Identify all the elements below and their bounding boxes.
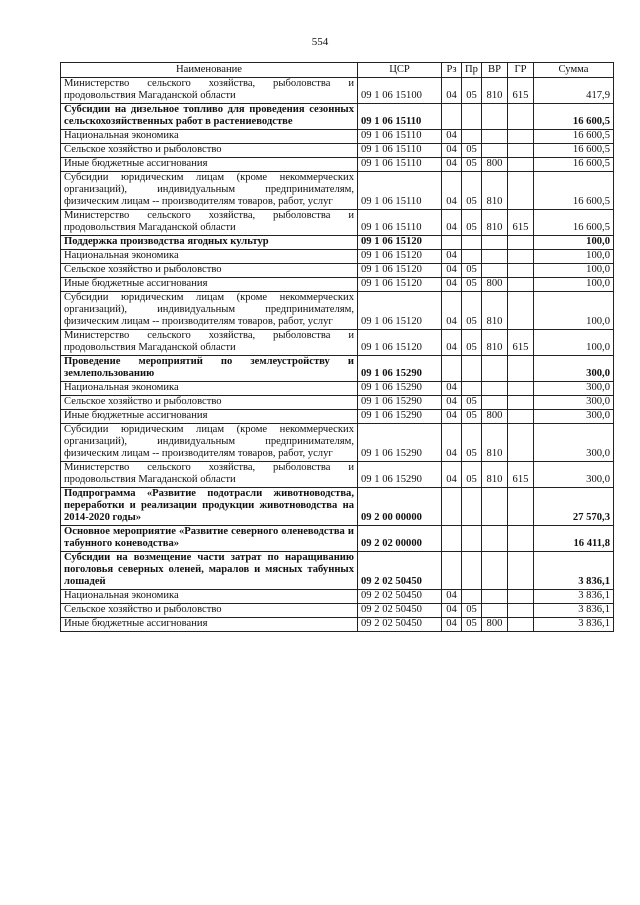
cell-vr: [482, 487, 508, 525]
cell-gr: [508, 551, 534, 589]
cell-rz: 04: [442, 143, 462, 157]
cell-name: Национальная экономика: [61, 249, 358, 263]
cell-vr: [482, 129, 508, 143]
cell-gr: 615: [508, 78, 534, 104]
cell-name: Субсидии юридическим лицам (кроме некоммерческих организаций), индивидуальным предпринимателям, физическим лицам -- производителям товаров, работ, услуг: [61, 423, 358, 461]
table-row: [61, 235, 614, 249]
cell-vr: [482, 143, 508, 157]
cell-pr: [462, 487, 482, 525]
cell-rz: 04: [442, 171, 462, 209]
cell-sum: 100,0: [534, 291, 614, 329]
cell-name: Сельское хозяйство и рыболовство: [61, 603, 358, 617]
cell-pr: [462, 235, 482, 249]
table-row: [61, 129, 614, 143]
header-name: Наименование: [61, 63, 358, 78]
cell-pr: 05: [462, 603, 482, 617]
cell-gr: [508, 157, 534, 171]
cell-sum: 300,0: [534, 409, 614, 423]
cell-name: Национальная экономика: [61, 381, 358, 395]
header-row: [61, 63, 614, 78]
cell-gr: [508, 589, 534, 603]
cell-csr: 09 2 00 00000: [358, 487, 442, 525]
cell-vr: 810: [482, 171, 508, 209]
cell-gr: 615: [508, 329, 534, 355]
table-row: [61, 487, 614, 525]
cell-name: Субсидии на возмещение части затрат по наращиванию поголовья северных оленей, маралов и мясных табунных лошадей: [61, 551, 358, 589]
cell-sum: 16 600,5: [534, 143, 614, 157]
table-row: [61, 603, 614, 617]
cell-pr: [462, 381, 482, 395]
cell-vr: 810: [482, 461, 508, 487]
cell-name: Основное мероприятие «Развитие северного оленеводства и табунного коневодства»: [61, 525, 358, 551]
table-row: [61, 461, 614, 487]
cell-pr: 05: [462, 78, 482, 104]
cell-csr: 09 1 06 15120: [358, 263, 442, 277]
cell-csr: 09 1 06 15120: [358, 329, 442, 355]
cell-rz: 04: [442, 589, 462, 603]
cell-pr: 05: [462, 423, 482, 461]
cell-gr: [508, 409, 534, 423]
cell-pr: 05: [462, 263, 482, 277]
cell-csr: 09 1 06 15120: [358, 235, 442, 249]
cell-rz: 04: [442, 603, 462, 617]
cell-rz: 04: [442, 209, 462, 235]
cell-sum: 3 836,1: [534, 603, 614, 617]
cell-sum: 100,0: [534, 263, 614, 277]
table-body: [61, 78, 614, 632]
cell-rz: [442, 103, 462, 129]
cell-pr: 05: [462, 329, 482, 355]
cell-sum: 100,0: [534, 329, 614, 355]
cell-sum: 16 600,5: [534, 103, 614, 129]
cell-vr: [482, 263, 508, 277]
cell-gr: [508, 129, 534, 143]
cell-rz: [442, 235, 462, 249]
cell-sum: 100,0: [534, 249, 614, 263]
cell-name: Министерство сельского хозяйства, рыболовства и продовольствия Магаданской области: [61, 209, 358, 235]
cell-rz: 04: [442, 329, 462, 355]
cell-name: Иные бюджетные ассигнования: [61, 277, 358, 291]
table-row: [61, 589, 614, 603]
cell-pr: 05: [462, 171, 482, 209]
cell-pr: 05: [462, 209, 482, 235]
cell-csr: 09 2 02 50450: [358, 589, 442, 603]
table-row: [61, 209, 614, 235]
cell-gr: [508, 487, 534, 525]
cell-name: Министерство сельского хозяйства, рыболовства и продовольствия Магаданской области: [61, 461, 358, 487]
cell-pr: [462, 525, 482, 551]
cell-rz: 04: [442, 617, 462, 631]
table-row: [61, 249, 614, 263]
header-vr: ВР: [482, 63, 508, 78]
cell-name: Субсидии юридическим лицам (кроме некоммерческих организаций), индивидуальным предпринимателям, физическим лицам -- производителям товаров, работ, услуг: [61, 171, 358, 209]
cell-pr: [462, 129, 482, 143]
cell-name: Субсидии юридическим лицам (кроме некоммерческих организаций), индивидуальным предпринимателям, физическим лицам -- производителям товаров, работ, услуг: [61, 291, 358, 329]
cell-pr: [462, 589, 482, 603]
table-row: [61, 329, 614, 355]
cell-sum: 3 836,1: [534, 551, 614, 589]
cell-vr: [482, 551, 508, 589]
cell-pr: 05: [462, 617, 482, 631]
cell-rz: [442, 487, 462, 525]
cell-gr: [508, 277, 534, 291]
cell-pr: [462, 103, 482, 129]
cell-pr: 05: [462, 291, 482, 329]
cell-vr: [482, 103, 508, 129]
cell-gr: [508, 355, 534, 381]
cell-rz: 04: [442, 249, 462, 263]
cell-vr: [482, 603, 508, 617]
table-row: [61, 78, 614, 104]
cell-sum: 300,0: [534, 395, 614, 409]
table-row: [61, 355, 614, 381]
table-row: [61, 277, 614, 291]
cell-csr: 09 1 06 15100: [358, 78, 442, 104]
cell-csr: 09 1 06 15290: [358, 355, 442, 381]
cell-gr: [508, 381, 534, 395]
cell-pr: [462, 355, 482, 381]
cell-csr: 09 2 02 50450: [358, 603, 442, 617]
cell-csr: 09 2 02 00000: [358, 525, 442, 551]
cell-vr: [482, 355, 508, 381]
cell-vr: 800: [482, 409, 508, 423]
cell-sum: 300,0: [534, 381, 614, 395]
cell-rz: 04: [442, 263, 462, 277]
cell-pr: 05: [462, 409, 482, 423]
cell-vr: 800: [482, 157, 508, 171]
cell-rz: 04: [442, 78, 462, 104]
cell-sum: 16 600,5: [534, 171, 614, 209]
cell-pr: 05: [462, 157, 482, 171]
cell-gr: [508, 171, 534, 209]
cell-pr: 05: [462, 395, 482, 409]
cell-gr: [508, 263, 534, 277]
cell-vr: [482, 395, 508, 409]
table-row: [61, 395, 614, 409]
cell-csr: 09 1 06 15290: [358, 461, 442, 487]
table-row: [61, 263, 614, 277]
cell-gr: [508, 395, 534, 409]
cell-rz: 04: [442, 381, 462, 395]
table-row: [61, 291, 614, 329]
table-row: [61, 171, 614, 209]
cell-sum: 100,0: [534, 235, 614, 249]
cell-csr: 09 1 06 15110: [358, 103, 442, 129]
table-row: [61, 617, 614, 631]
cell-csr: 09 1 06 15110: [358, 209, 442, 235]
cell-gr: [508, 525, 534, 551]
cell-rz: [442, 551, 462, 589]
cell-rz: [442, 355, 462, 381]
cell-csr: 09 1 06 15110: [358, 157, 442, 171]
cell-csr: 09 1 06 15110: [358, 171, 442, 209]
cell-pr: 05: [462, 277, 482, 291]
cell-gr: [508, 603, 534, 617]
cell-gr: [508, 291, 534, 329]
cell-csr: 09 1 06 15290: [358, 423, 442, 461]
cell-rz: 04: [442, 461, 462, 487]
cell-rz: 04: [442, 157, 462, 171]
cell-vr: 800: [482, 277, 508, 291]
cell-sum: 16 411,8: [534, 525, 614, 551]
header-csr: ЦСР: [358, 63, 442, 78]
cell-vr: 810: [482, 291, 508, 329]
cell-name: Поддержка производства ягодных культур: [61, 235, 358, 249]
cell-rz: 04: [442, 409, 462, 423]
cell-csr: 09 1 06 15120: [358, 277, 442, 291]
cell-gr: [508, 617, 534, 631]
cell-name: Национальная экономика: [61, 589, 358, 603]
cell-sum: 3 836,1: [534, 617, 614, 631]
cell-csr: 09 1 06 15290: [358, 409, 442, 423]
table-row: [61, 525, 614, 551]
cell-csr: 09 1 06 15120: [358, 291, 442, 329]
table-row: [61, 423, 614, 461]
cell-vr: [482, 589, 508, 603]
cell-name: Иные бюджетные ассигнования: [61, 617, 358, 631]
cell-name: Сельское хозяйство и рыболовство: [61, 263, 358, 277]
cell-vr: [482, 381, 508, 395]
cell-sum: 300,0: [534, 423, 614, 461]
table-row: [61, 143, 614, 157]
cell-vr: [482, 525, 508, 551]
cell-gr: [508, 235, 534, 249]
table-row: [61, 103, 614, 129]
cell-rz: 04: [442, 129, 462, 143]
header-pr: Пр: [462, 63, 482, 78]
cell-rz: 04: [442, 277, 462, 291]
cell-vr: 810: [482, 423, 508, 461]
cell-csr: 09 2 02 50450: [358, 551, 442, 589]
cell-rz: 04: [442, 291, 462, 329]
cell-sum: 3 836,1: [534, 589, 614, 603]
cell-sum: 300,0: [534, 355, 614, 381]
cell-vr: [482, 235, 508, 249]
table-row: [61, 157, 614, 171]
budget-table: [60, 62, 614, 632]
cell-sum: 16 600,5: [534, 209, 614, 235]
cell-rz: 04: [442, 395, 462, 409]
table-row: [61, 409, 614, 423]
cell-csr: 09 1 06 15120: [358, 249, 442, 263]
cell-gr: 615: [508, 461, 534, 487]
cell-gr: 615: [508, 209, 534, 235]
cell-vr: 810: [482, 329, 508, 355]
cell-csr: 09 1 06 15290: [358, 381, 442, 395]
cell-name: Сельское хозяйство и рыболовство: [61, 143, 358, 157]
cell-csr: 09 1 06 15290: [358, 395, 442, 409]
header-sum: Сумма: [534, 63, 614, 78]
cell-sum: 300,0: [534, 461, 614, 487]
cell-vr: [482, 249, 508, 263]
cell-sum: 16 600,5: [534, 157, 614, 171]
cell-pr: 05: [462, 143, 482, 157]
cell-sum: 16 600,5: [534, 129, 614, 143]
cell-gr: [508, 423, 534, 461]
cell-sum: 27 570,3: [534, 487, 614, 525]
cell-name: Проведение мероприятий по землеустройству и землепользованию: [61, 355, 358, 381]
cell-sum: 100,0: [534, 277, 614, 291]
cell-csr: 09 1 06 15110: [358, 129, 442, 143]
cell-gr: [508, 103, 534, 129]
cell-pr: [462, 551, 482, 589]
cell-name: Сельское хозяйство и рыболовство: [61, 395, 358, 409]
table-row: [61, 381, 614, 395]
cell-rz: 04: [442, 423, 462, 461]
cell-pr: [462, 249, 482, 263]
cell-pr: 05: [462, 461, 482, 487]
cell-rz: [442, 525, 462, 551]
cell-sum: 417,9: [534, 78, 614, 104]
cell-name: Иные бюджетные ассигнования: [61, 157, 358, 171]
cell-gr: [508, 249, 534, 263]
cell-gr: [508, 143, 534, 157]
cell-vr: 800: [482, 617, 508, 631]
cell-csr: 09 1 06 15110: [358, 143, 442, 157]
cell-csr: 09 2 02 50450: [358, 617, 442, 631]
table-row: [61, 551, 614, 589]
header-rz: Рз: [442, 63, 462, 78]
cell-vr: 810: [482, 209, 508, 235]
page-number: 554: [311, 36, 329, 48]
cell-name: Министерство сельского хозяйства, рыболовства и продовольствия Магаданской области: [61, 78, 358, 104]
cell-name: Иные бюджетные ассигнования: [61, 409, 358, 423]
cell-name: Министерство сельского хозяйства, рыболовства и продовольствия Магаданской области: [61, 329, 358, 355]
cell-vr: 810: [482, 78, 508, 104]
header-gr: ГР: [508, 63, 534, 78]
cell-name: Национальная экономика: [61, 129, 358, 143]
cell-name: Подпрограмма «Развитие подотрасли животноводства, переработки и реализации продукции животноводства на 2014-2020 годы»: [61, 487, 358, 525]
cell-name: Субсидии на дизельное топливо для проведения сезонных сельскохозяйственных работ в растениеводстве: [61, 103, 358, 129]
